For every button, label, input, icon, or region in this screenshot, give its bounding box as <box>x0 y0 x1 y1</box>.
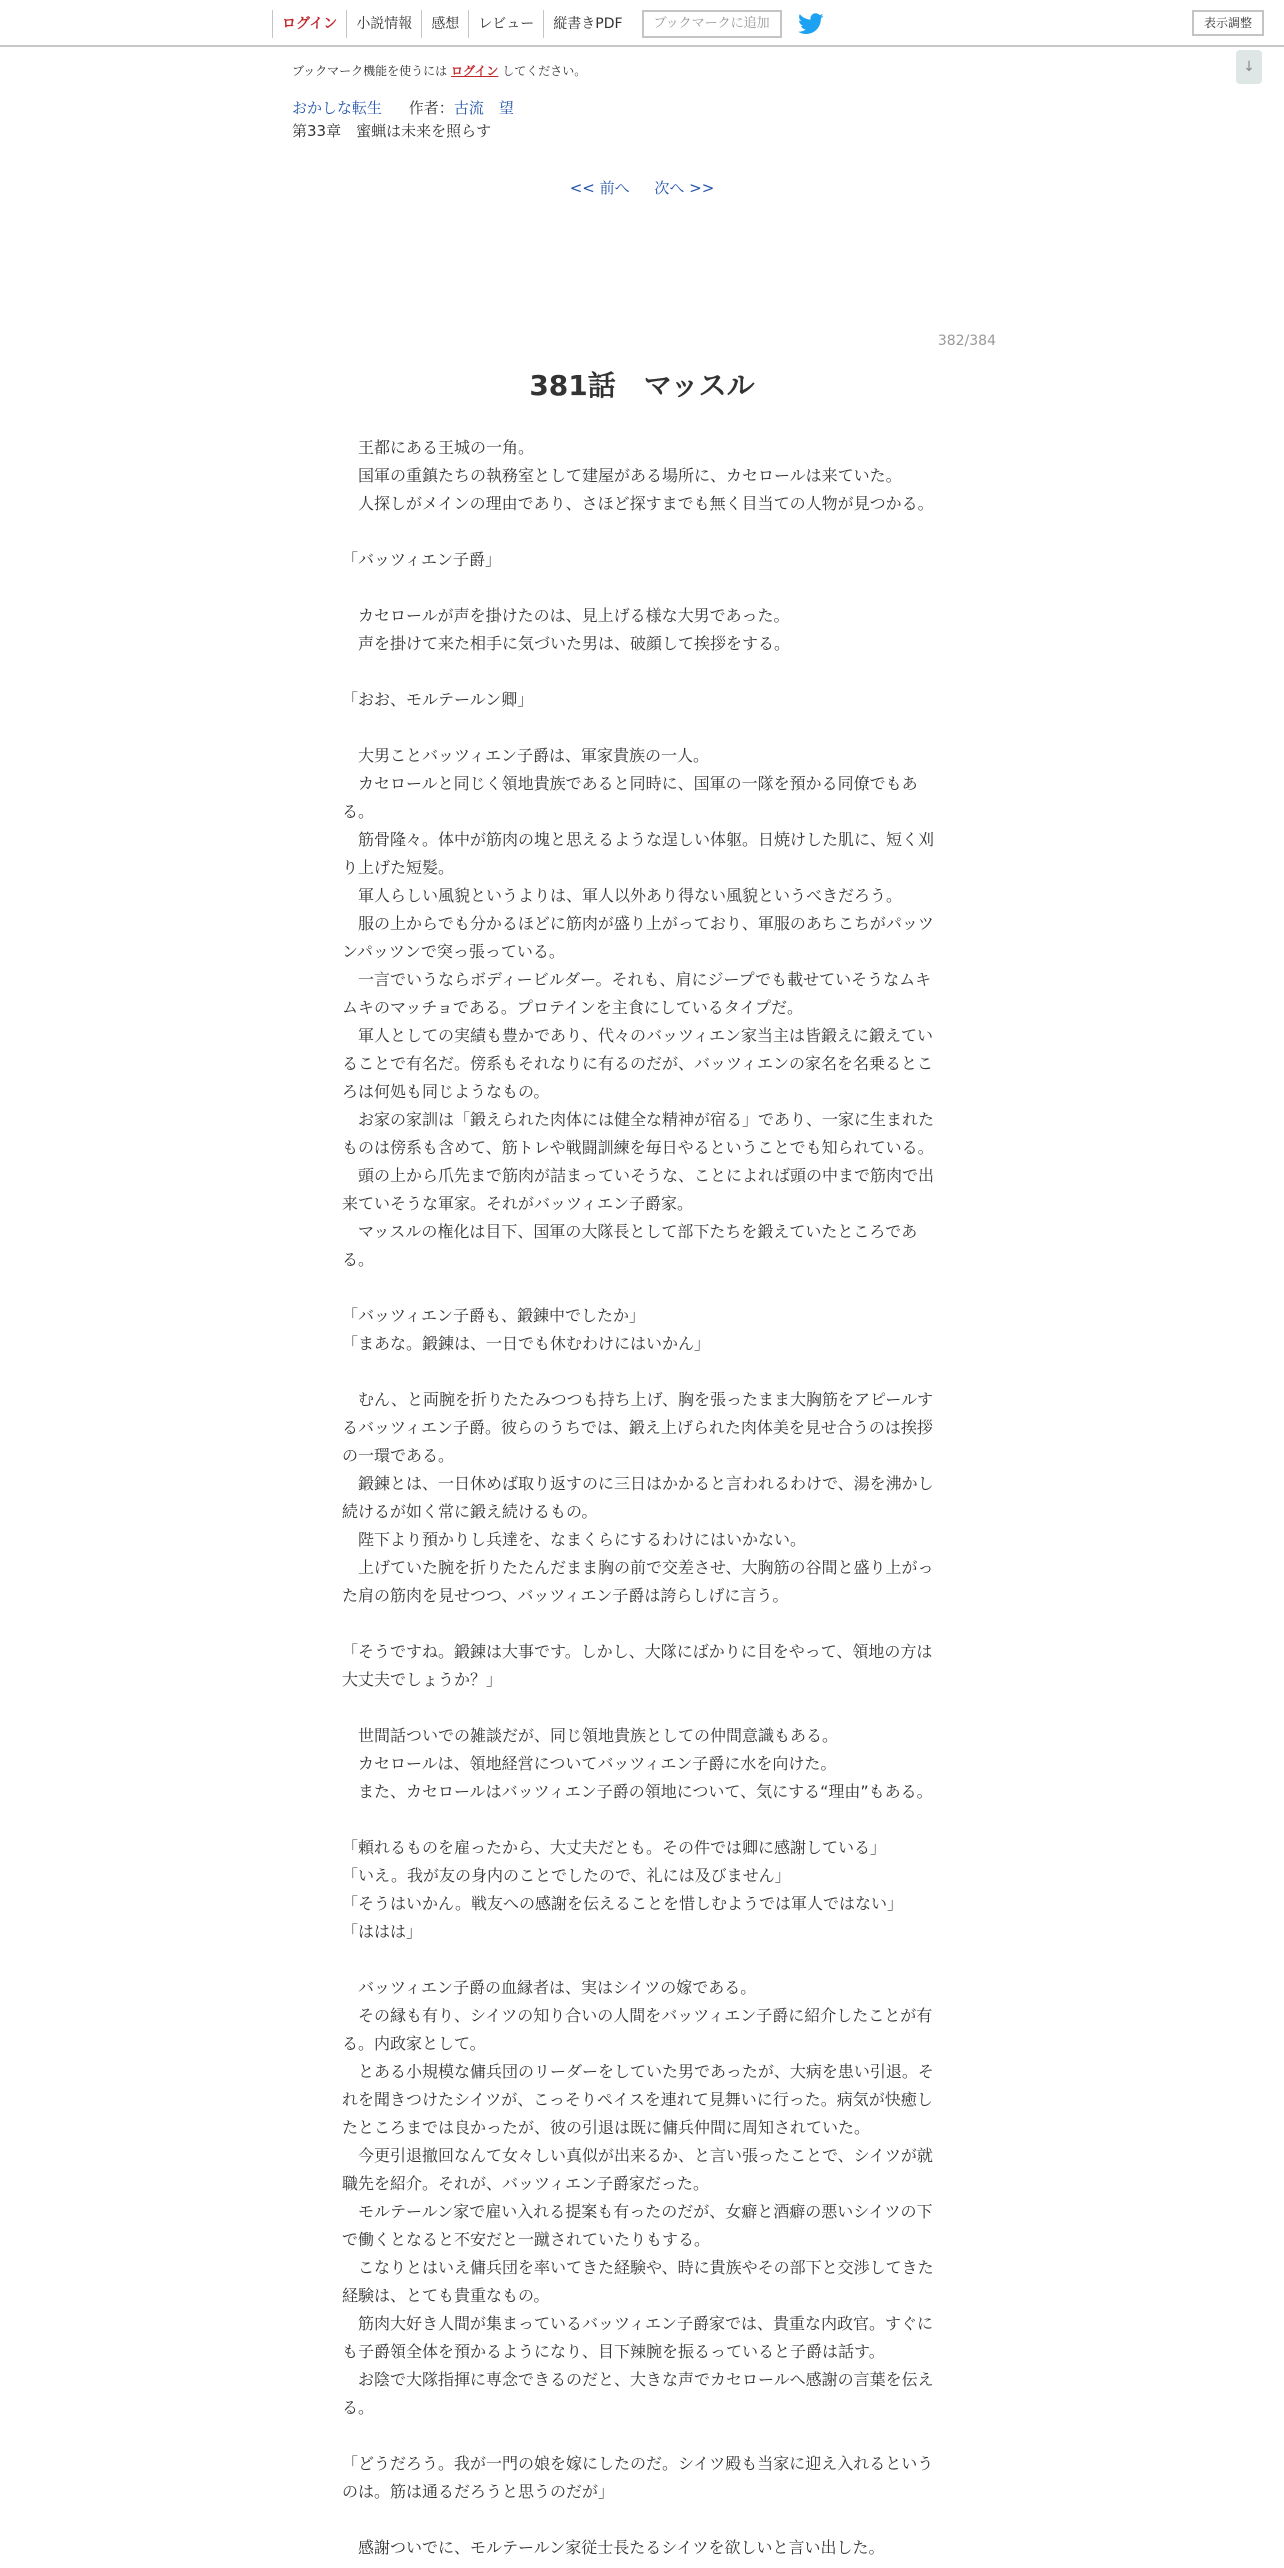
body-paragraph: むん、と両腕を折りたたみつつも持ち上げ、胸を張ったまま大胸筋をアピールするバッツィエン子爵。彼らのうちでは、鍛え上げられた肉体美を見せ合うのは挨拶の一環である。 <box>342 1390 934 1465</box>
bookmark-notice <box>292 62 586 79</box>
body-paragraph: 鍛錬とは、一日休めば取り返すのに三日はかかると言われるわけで、湯を沸かし続けるが如く常に鍛え続けるもの。 <box>342 1474 934 1521</box>
prev-chapter-link[interactable]: << 前へ <box>569 179 630 197</box>
body-paragraph: 「どうだろう。我が一門の娘を嫁にしたのだ。シイツ殿も当家に迎え入れるというのは。筋は通るだろうと思うのだが」 <box>342 2454 934 2501</box>
body-paragraph: 「まあな。鍛錬は、一日でも休むわけにはいかん」 <box>342 1334 711 1353</box>
body-paragraph <box>342 1358 942 1386</box>
chapter-title: 第33章 蜜蝋は未来を照らす <box>292 122 492 140</box>
body-paragraph: こなりとはいえ傭兵団を率いてきた経験や、時に貴族やその部下と交渉してきた経験は、とても貴重なもの。 <box>342 2258 934 2305</box>
body-paragraph: 軍人としての実績も豊かであり、代々のバッツィエン家当主は皆鍛えに鍛えていることで有名だ。傍系もそれなりに有るのだが、バッツィエンの家名を名乗るところは何処も同じようなもの。 <box>342 1026 934 1101</box>
body-paragraph: バッツィエン子爵の血縁者は、実はシイツの嫁である。 <box>342 1978 757 1997</box>
twitter-icon[interactable] <box>798 13 824 35</box>
bookmark-add-button[interactable]: ブックマークに追加 <box>642 10 782 38</box>
display-settings-button[interactable]: 表示調整 <box>1192 10 1264 36</box>
body-paragraph: 筋肉大好き人間が集まっているバッツィエン子爵家では、貴重な内政官。すぐにも子爵領全体を預かるようになり、目下辣腕を振るっていると子爵は話す。 <box>342 2314 934 2361</box>
body-paragraph <box>342 1610 942 1638</box>
body-paragraph <box>342 2422 942 2450</box>
nav-menu <box>272 10 824 38</box>
body-paragraph <box>342 1694 942 1722</box>
body-paragraph: 軍人らしい風貌というよりは、軍人以外あり得ない風貌というべきだろう。 <box>342 886 903 905</box>
body-paragraph: 「バッツィエン子爵」 <box>342 550 502 569</box>
body-paragraph: お家の家訓は「鍛えられた肉体には健全な精神が宿る」であり、一家に生まれたものは傍系も含めて、筋トレや戦闘訓練を毎日やるということでも知られている。 <box>342 1110 935 1157</box>
body-paragraph <box>342 1806 942 1834</box>
body-paragraph: 上げていた腕を折りたたんだまま胸の前で交差させ、大胸筋の谷間と盛り上がった肩の筋肉を見せつつ、バッツィエン子爵は誇らしげに言う。 <box>342 1558 934 1605</box>
notice-text-after: してください。 <box>502 64 587 78</box>
nav-novel-info-link[interactable]: 小説情報 <box>346 10 421 38</box>
scroll-down-button[interactable]: ↓ <box>1236 50 1262 84</box>
body-paragraph: 「そうですね。鍛錬は大事です。しかし、大隊にばかりに目をやって、領地の方は大丈夫でしょうか？」 <box>342 1642 933 1689</box>
body-paragraph <box>342 714 942 742</box>
nav-impressions-link[interactable]: 感想 <box>421 10 468 38</box>
novel-body <box>342 434 942 2562</box>
body-paragraph: 大男ことバッツィエン子爵は、軍家貴族の一人。 <box>342 746 710 765</box>
body-paragraph: 「頼れるものを雇ったから、大丈夫だとも。その件では卿に感謝している」 <box>342 1838 887 1857</box>
body-paragraph: 「そうはいかん。戦友への感謝を伝えることを惜しむようでは軍人ではない」 <box>342 1894 903 1913</box>
nav-login-link[interactable]: ログイン <box>272 10 346 38</box>
author-label: 作者： <box>408 99 454 117</box>
body-paragraph: とある小規模な傭兵団のリーダーをしていた男であったが、大病を患い引退。それを聞きつけたシイツが、こっそりペイスを連れて見舞いに行った。病気が快癒したところまでは良かったが、彼の引退は既に傭兵仲間に周知されていた。 <box>342 2062 934 2137</box>
body-paragraph <box>342 1274 942 1302</box>
body-paragraph: カセロールと同じく領地貴族であると同時に、国軍の一隊を預かる同僚でもある。 <box>342 774 918 821</box>
body-paragraph <box>342 518 942 546</box>
body-paragraph: 頭の上から爪先まで筋肉が詰まっていそうな、ことによれば頭の中まで筋肉で出来ていそうな軍家。それがバッツィエン子爵家。 <box>342 1166 935 1213</box>
body-paragraph: 世間話ついでの雑談だが、同じ領地貴族としての仲間意識もある。 <box>342 1726 839 1745</box>
body-paragraph: 筋骨隆々。体中が筋肉の塊と思えるような逞しい体躯。日焼けした肌に、短く刈り上げた短髪。 <box>342 830 935 877</box>
body-paragraph <box>342 658 942 686</box>
top-nav-bar <box>0 0 1284 47</box>
body-paragraph: お陰で大隊指揮に専念できるのだと、大きな声でカセロールへ感謝の言葉を伝える。 <box>342 2370 934 2417</box>
author-name-link[interactable]: 古流 望 <box>453 99 514 117</box>
body-paragraph: 一言でいうならボディービルダー。それも、肩にジープでも載せていそうなムキムキのマッチョである。プロテインを主食にしているタイプだ。 <box>342 970 932 1017</box>
body-paragraph: モルテールン家で雇い入れる提案も有ったのだが、女癖と酒癖の悪いシイツの下で働くとなると不安だと一蹴されていたりもする。 <box>342 2202 933 2249</box>
body-paragraph: また、カセロールはバッツィエン子爵の領地について、気にする“理由”もある。 <box>342 1782 933 1801</box>
body-paragraph <box>342 2506 942 2534</box>
body-paragraph: 「おお、モルテールン卿」 <box>342 690 534 709</box>
body-paragraph: 人探しがメインの理由であり、さほど探すまでも無く目当ての人物が見つかる。 <box>342 494 934 513</box>
nav-vertical-pdf-link[interactable]: 縦書きPDF <box>543 10 631 38</box>
body-paragraph: その縁も有り、シイツの知り合いの人間をバッツィエン子爵に紹介したことが有る。内政家として。 <box>342 2006 933 2053</box>
body-paragraph: カセロールは、領地経営についてバッツィエン子爵に水を向けた。 <box>342 1754 837 1773</box>
novel-title-link[interactable]: おかしな転生 <box>292 99 383 117</box>
body-paragraph: 「バッツィエン子爵も、鍛錬中でしたか」 <box>342 1306 646 1325</box>
next-chapter-link[interactable]: 次へ >> <box>654 179 715 197</box>
notice-text-before: ブックマーク機能を使うには <box>292 64 448 78</box>
notice-login-link[interactable]: ログイン <box>451 64 499 78</box>
novel-header <box>292 97 514 118</box>
body-paragraph: マッスルの権化は目下、国軍の大隊長として部下たちを鍛えていたところである。 <box>342 1222 918 1269</box>
body-paragraph: 声を掛けて来た相手に気づいた男は、破顔して挨拶をする。 <box>342 634 791 653</box>
body-paragraph <box>342 574 942 602</box>
nav-review-link[interactable]: レビュー <box>468 10 543 38</box>
body-paragraph: 感謝ついでに、モルテールン家従士長たるシイツを欲しいと言い出した。 <box>342 2538 885 2557</box>
body-paragraph: 「ははは」 <box>342 1922 423 1941</box>
chapter-pager <box>0 177 1284 198</box>
body-paragraph: 「いえ。我が友の身内のことでしたので、礼には及びません」 <box>342 1866 791 1885</box>
body-paragraph: カセロールが声を掛けたのは、見上げる様な大男であった。 <box>342 606 790 625</box>
body-paragraph: 陛下より預かりし兵達を、なまくらにするわけにはいかない。 <box>342 1530 807 1549</box>
body-paragraph: 服の上からでも分かるほどに筋肉が盛り上がっており、軍服のあちこちがパッツンパッツンで突っ張っている。 <box>342 914 934 961</box>
page-count: 382/384 <box>937 333 996 349</box>
body-paragraph: 王都にある王城の一角。 <box>342 438 535 457</box>
body-paragraph: 今更引退撤回なんて女々しい真似が出来るか、と言い張ったことで、シイツが就職先を紹介。それが、バッツィエン子爵家だった。 <box>342 2146 933 2193</box>
episode-title: 381話 マッスル <box>529 369 755 402</box>
body-paragraph <box>342 1946 942 1974</box>
body-paragraph: 国軍の重鎮たちの執務室として建屋がある場所に、カセロールは来ていた。 <box>342 466 902 485</box>
